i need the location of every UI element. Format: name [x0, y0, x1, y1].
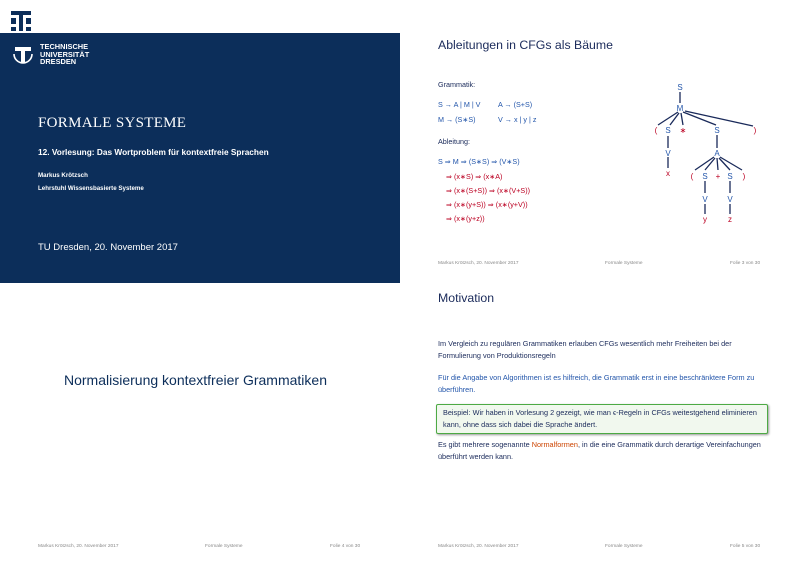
p3-after: , in die eine Grammatik durch derartige Vereinfachungen überführt werden kann. — [438, 440, 761, 461]
paragraph-1: Im Vergleich zu regulären Grammatiken erlauben CFGs wesentlich mehr Freiheiten bei der Formulierung von Produktionsregeln — [438, 339, 732, 360]
derivation-step-3: ⇒ (x∗(S+S)) ⇒ (x∗(V+S)) — [446, 186, 530, 195]
slide-motivation — [400, 283, 800, 566]
derivation-step-1: S ⇒ M ⇒ (S∗S) ⇒ (V∗S) — [438, 157, 520, 166]
derivation-tree — [400, 0, 800, 283]
slide-derivation-trees — [400, 0, 800, 283]
rule-2: A → (S+S) — [498, 100, 533, 109]
slide-4-title: Motivation — [438, 291, 495, 305]
tree-node-s2: S — [714, 126, 720, 135]
tree-node-m: M — [676, 104, 684, 113]
tree-node-v1: V — [665, 149, 671, 158]
tree-node-v3: V — [727, 195, 733, 204]
slide-3-footer-author: Markus Krötzsch, 20. November 2017 — [38, 544, 119, 549]
tud-logo-text — [38, 10, 89, 33]
slide-3-footer-page: Folie 4 von 30 — [330, 544, 361, 549]
deck-title: FORMALE SYSTEME — [38, 115, 187, 131]
section-title: Normalisierung kontextfreier Grammatiken — [64, 372, 327, 388]
tree-node-s3: S — [702, 172, 708, 181]
slide-2-footer-page: Folie 3 von 30 — [730, 261, 761, 266]
tree-leaf-rparen: ) — [753, 126, 757, 135]
logo-word-3: DRESDEN — [40, 57, 77, 67]
slide-section-title — [0, 283, 400, 566]
tree-node-s4: S — [727, 172, 733, 181]
logo-white — [12, 43, 89, 66]
tree-leaf-star: ∗ — [679, 126, 687, 135]
rule-4: V → x | y | z — [498, 115, 537, 124]
logo-line-3: DRESDEN — [38, 24, 76, 34]
tree-node-a: A — [714, 149, 720, 158]
derivation-label: Ableitung: — [438, 137, 470, 146]
title-band-bg — [0, 33, 400, 283]
tree-leaf-plus: + — [715, 172, 721, 181]
author-name: Markus Krötzsch — [38, 172, 88, 179]
logo-line-1: TECHNISCHE — [38, 9, 89, 18]
rule-1: S → A | M | V — [438, 100, 481, 109]
slide-2-footer-course: Formale Systeme — [605, 261, 643, 266]
logo-line-2: UNIVERSITÄT — [38, 16, 90, 26]
tree-node-s1: S — [665, 126, 671, 135]
slide-3-footer-course: Formale Systeme — [205, 544, 243, 549]
derivation-step-5: ⇒ (x∗(y+z)) — [446, 214, 485, 223]
p3-before: Es gibt mehrere sogenannte — [438, 440, 532, 449]
slide-4-footer-author: Markus Krötzsch, 20. November 2017 — [438, 544, 519, 549]
slide-2-title: Ableitungen in CFGs als Bäume — [438, 38, 613, 52]
lecture-subtitle: 12. Vorlesung: Das Wortproblem für kontextfreie Sprachen — [38, 147, 269, 157]
paragraph-3 — [438, 439, 768, 462]
tree-leaf-y: y — [703, 215, 707, 224]
slide-2-footer-author: Markus Krötzsch, 20. November 2017 — [438, 261, 519, 266]
logo-wordmark — [40, 43, 89, 66]
tree-leaf-z: z — [728, 215, 732, 224]
tree-leaf-x: x — [666, 169, 670, 178]
example-text: Beispiel: Wir haben in Vorlesung 2 gezeigt, wie man ϵ-Regeln in CFGs weitestgehend eliminieren kann, ohne dass sich dabei die Sprache ändert. — [443, 408, 757, 429]
tree-leaf-lparen-2: ( — [690, 172, 694, 181]
tree-leaf-lparen: ( — [654, 126, 658, 135]
tud-logo — [10, 10, 89, 33]
tree-node-root: S — [677, 83, 683, 92]
slide-4-footer-course: Formale Systeme — [605, 544, 643, 549]
lecture-date: TU Dresden, 20. November 2017 — [38, 242, 178, 253]
logo-word-2: UNIVERSITÄT — [40, 49, 90, 59]
slide-4-footer-page: Folie 5 von 30 — [730, 544, 761, 549]
paragraph-2: Für die Angabe von Algorithmen ist es hilfreich, die Grammatik erst in eine beschränktere Form zu überführen. — [438, 373, 755, 394]
logo-word-1: TECHNISCHE — [40, 42, 89, 51]
grammar-label: Grammatik: — [438, 80, 476, 89]
tud-emblem-icon — [12, 43, 34, 65]
normalformen-term: Normalformen — [531, 440, 578, 449]
chair-name: Lehrstuhl Wissensbasierte Systeme — [38, 185, 144, 192]
derivation-step-4: ⇒ (x∗(y+S)) ⇒ (x∗(y+V)) — [446, 200, 528, 209]
example-box — [436, 404, 768, 434]
tree-leaf-rparen-2: ) — [742, 172, 746, 181]
tud-logo-icon — [10, 10, 32, 32]
rule-3: M → (S∗S) — [438, 115, 476, 124]
tree-node-v2: V — [702, 195, 708, 204]
derivation-step-2: ⇒ (x∗S) ⇒ (x∗A) — [446, 172, 503, 181]
